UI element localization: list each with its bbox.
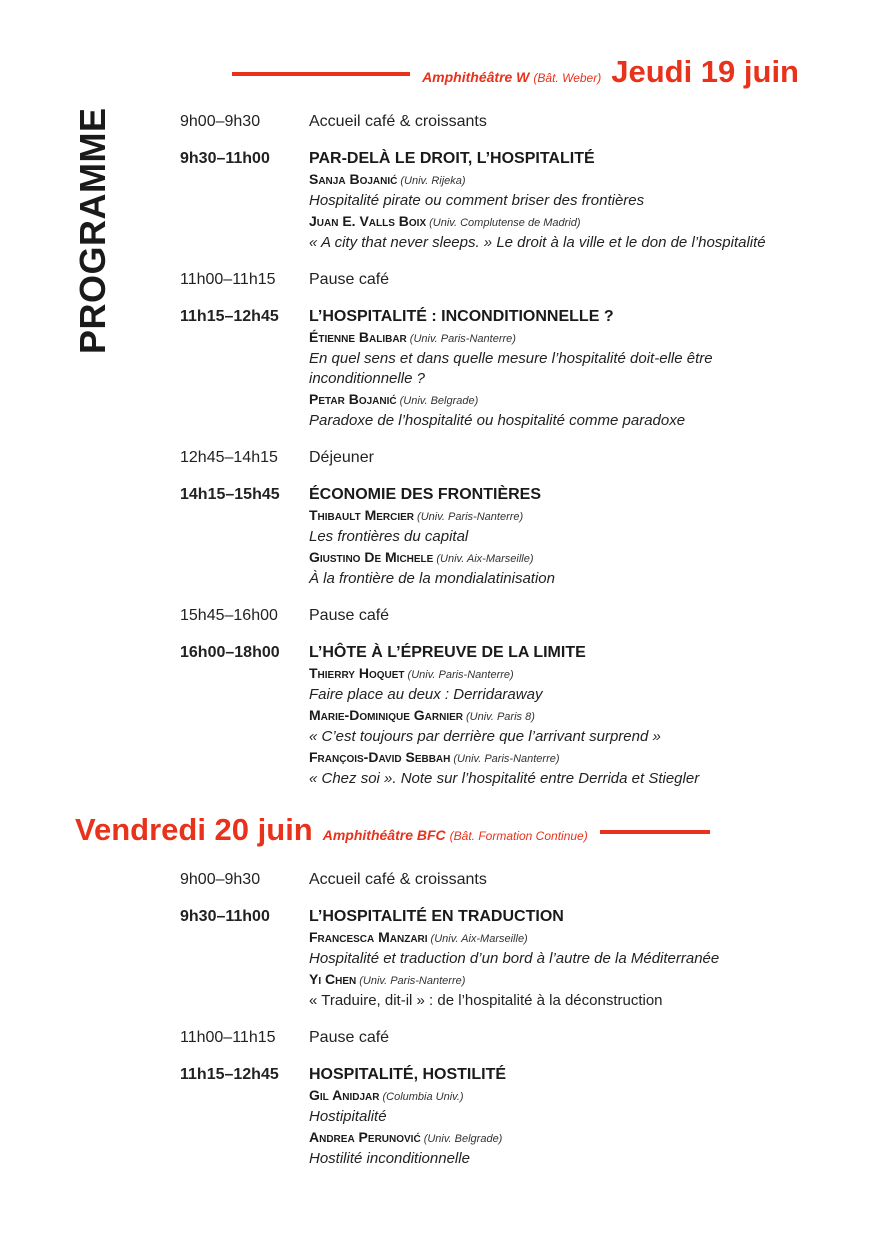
talk-title: Hostilité inconditionnelle [309,1150,470,1167]
speaker-affiliation: (Univ. Paris-Nanterre) [359,975,466,987]
time-slot: 9h30–11h00 [180,150,270,167]
break-entry [180,605,800,626]
talk-title: En quel sens et dans quelle mesure l’hospitalité doit-elle être inconditionnelle ? [309,350,713,387]
speaker-name: François-David Sebbah [309,749,451,765]
speaker-line [309,1127,800,1149]
day-date: Vendredi 20 juin [75,812,313,847]
speaker-name: Gil Anidjar [309,1087,380,1103]
break-label: Accueil café & croissants [309,871,487,888]
venue-name: Amphithéâtre W [422,69,530,85]
talk-title: Hospitalité pirate ou comment briser des frontières [309,192,645,209]
break-label: Déjeuner [309,449,374,466]
session-entry [180,306,800,431]
speaker-name: Sanja Bojanić [309,171,398,187]
session-entry [180,148,800,253]
break-entry [180,111,800,132]
speaker-affiliation: (Univ. Paris-Nanterre) [417,511,524,523]
time-slot: 15h45–16h00 [180,607,278,624]
speaker-name: Thierry Hoquet [309,665,405,681]
session-entry [180,484,800,589]
venue-name: Amphithéâtre BFC [322,827,446,843]
talk-title: « A city that never sleeps. » Le droit à la ville et le don de l’hospitalité [309,234,766,251]
schedule-day-1 [180,111,800,805]
speaker-name: Francesca Manzari [309,929,428,945]
time-slot: 9h00–9h30 [180,871,261,888]
divider-rule [232,72,410,76]
schedule-day-2 [180,869,800,1185]
time-slot: 9h00–9h30 [180,113,261,130]
speaker-line [309,169,800,191]
talk-title: À la frontière de la mondialatinisation [309,570,555,587]
time-slot: 16h00–18h00 [180,644,280,661]
speaker-affiliation: (Univ. Belgrade) [399,395,479,407]
speaker-name: Juan E. Valls Boix [309,213,427,229]
entry-content [309,906,800,1011]
speaker-affiliation: (Univ. Paris-Nanterre) [453,753,560,765]
speaker-affiliation: (Univ. Aix-Marseille) [436,553,534,565]
speaker-line [309,547,800,569]
speaker-line [309,389,800,411]
talk-title: Hospitalité et traduction d’un bord à l’autre de la Méditerranée [309,950,720,967]
speaker-affiliation: (Univ. Aix-Marseille) [430,933,528,945]
speaker-affiliation: (Univ. Belgrade) [423,1133,503,1145]
break-entry [180,269,800,290]
break-entry [180,1027,800,1048]
speaker-name: Giustino De Michele [309,549,434,565]
session-title: L’HOSPITALITÉ EN TRADUCTION [309,908,564,925]
day-date: Jeudi 19 juin [611,54,799,89]
entry-content [309,605,800,626]
entry-content [309,447,800,468]
entry-content [309,306,800,431]
session-entry [180,642,800,789]
venue-building: (Bât. Weber) [533,71,602,85]
break-label: Accueil café & croissants [309,113,487,130]
speaker-line [309,927,800,949]
speaker-line [309,747,800,769]
break-entry [180,447,800,468]
entry-content [309,1064,800,1169]
talk-title: Hostipitalité [309,1108,387,1125]
talk-title: Faire place au deux : Derridaraway [309,686,543,703]
speaker-affiliation: (Univ. Complutense de Madrid) [429,217,581,229]
entry-content [309,484,800,589]
entry-content [309,111,800,132]
session-title: HOSPITALITÉ, HOSTILITÉ [309,1066,507,1083]
talk-title: « Chez soi ». Note sur l’hospitalité entre Derrida et Stiegler [309,770,700,787]
time-slot: 12h45–14h15 [180,449,278,466]
session-entry [180,906,800,1011]
entry-content [309,642,800,789]
speaker-line [309,663,800,685]
session-entry [180,1064,800,1169]
break-label: Pause café [309,607,390,624]
speaker-affiliation: (Univ. Paris-Nanterre) [407,669,514,681]
speaker-affiliation: (Univ. Paris 8) [466,711,535,723]
speaker-line [309,969,800,991]
speaker-name: Étienne Balibar [309,329,407,345]
break-label: Pause café [309,1029,390,1046]
time-slot: 11h15–12h45 [180,1066,279,1083]
speaker-line [309,1085,800,1107]
talk-title: « Traduire, dit-il » : de l’hospitalité à la déconstruction [309,992,663,1009]
speaker-name: Thibault Mercier [309,507,415,523]
speaker-name: Andrea Perunović [309,1129,421,1145]
speaker-name: Yi Chen [309,971,357,987]
venue-building: (Bât. Formation Continue) [449,829,588,843]
speaker-affiliation: (Univ. Paris-Nanterre) [409,333,516,345]
speaker-line [309,705,800,727]
time-slot: 11h00–11h15 [180,271,276,288]
day-header-thursday [232,54,799,90]
time-slot: 11h15–12h45 [180,308,279,325]
speaker-name: Petar Bojanić [309,391,397,407]
talk-title: Paradoxe de l’hospitalité ou hospitalité comme paradoxe [309,412,686,429]
session-title: L’HOSPITALITÉ : INCONDITIONNELLE ? [309,308,614,325]
session-title: ÉCONOMIE DES FRONTIÈRES [309,486,542,503]
session-title: L’HÔTE À L’ÉPREUVE DE LA LIMITE [309,644,586,661]
entry-content [309,148,800,253]
talk-title: « C’est toujours par derrière que l’arrivant surprend » [309,728,661,745]
speaker-line [309,211,800,233]
page-title: PROGRAMME [72,107,113,354]
speaker-line [309,505,800,527]
time-slot: 14h15–15h45 [180,486,280,503]
time-slot: 9h30–11h00 [180,908,270,925]
day-header-friday [75,812,710,848]
entry-content [309,1027,800,1048]
time-slot: 11h00–11h15 [180,1029,276,1046]
speaker-line [309,327,800,349]
break-label: Pause café [309,271,390,288]
entry-content [309,269,800,290]
speaker-name: Marie-Dominique Garnier [309,707,463,723]
divider-rule [600,830,710,834]
break-entry [180,869,800,890]
speaker-affiliation: (Columbia Univ.) [382,1091,464,1103]
talk-title: Les frontières du capital [309,528,469,545]
entry-content [309,869,800,890]
session-title: PAR-DELÀ LE DROIT, L’HOSPITALITÉ [309,150,595,167]
speaker-affiliation: (Univ. Rijeka) [400,175,466,187]
